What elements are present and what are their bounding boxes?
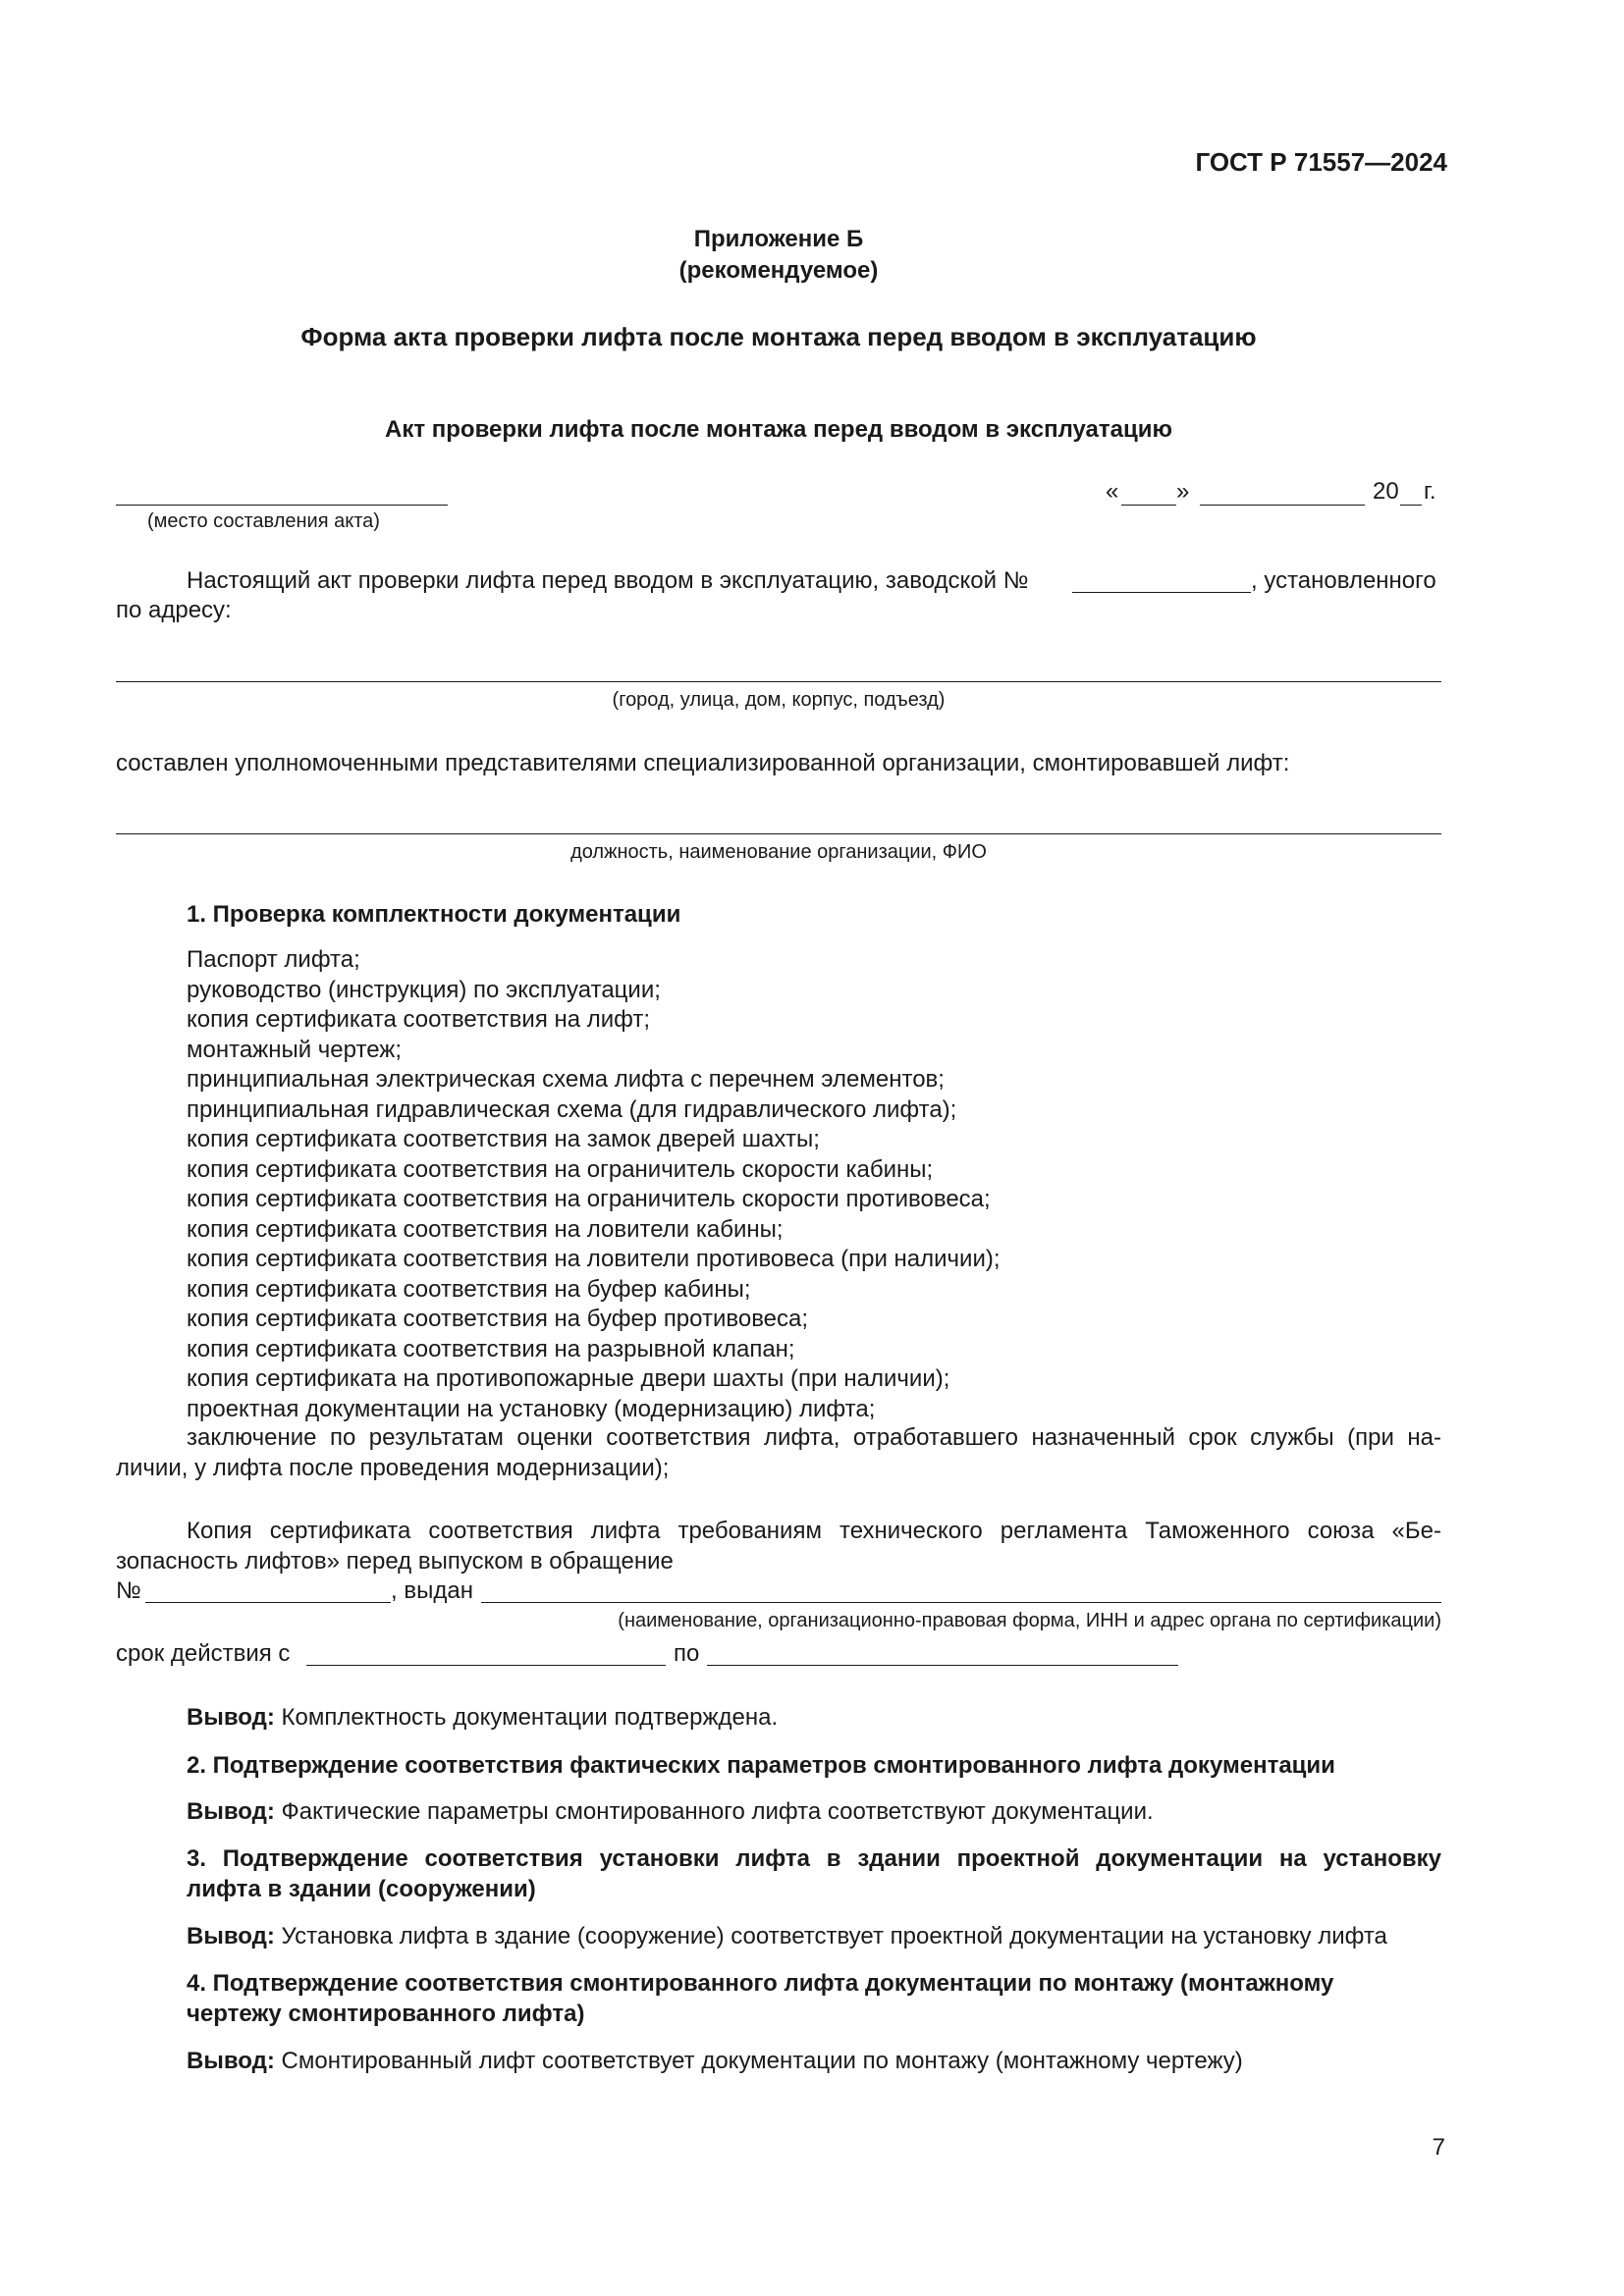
date-day-line [1121, 505, 1176, 506]
list-item: проектная документации на установку (модернизацию) лифта; [187, 1395, 876, 1422]
list-item: копия сертификата соответствия на ловители противовеса (при наличии); [187, 1246, 1001, 1272]
list-item: копия сертификата на противопожарные двери шахты (при наличии); [187, 1365, 950, 1392]
date-close-quote: » [1176, 478, 1190, 505]
certificate-number-line [145, 1602, 391, 1603]
list-item: копия сертификата соответствия на буфер противовеса; [187, 1306, 809, 1332]
list-item: копия сертификата соответствия на буфер кабины; [187, 1275, 751, 1303]
section3-heading-line2: лифта в здании (сооружении) [187, 1876, 536, 1902]
composed-by: составлен уполномоченными представителями специализированной организации, смонтировавшей лифт: [116, 750, 1290, 776]
list-item: принципиальная гидравлическая схема (для гидравлического лифта); [187, 1095, 957, 1123]
act-title: Акт проверки лифта после монтажа перед вводом в эксплуатацию [385, 416, 1172, 443]
result-text: Комплектность документации подтверждена. [274, 1704, 779, 1731]
result-label: Вывод: [187, 1798, 275, 1825]
address-line [116, 681, 1441, 682]
section1-heading: 1. Проверка комплектности документации [187, 901, 681, 928]
conclusion-line2: личии, у лифта после проведения модернизации); [116, 1455, 670, 1481]
list-item: Паспорт лифта; [187, 946, 360, 973]
form-title: Форма акта проверки лифта после монтажа перед вводом в эксплуатацию [300, 322, 1257, 351]
validity-from-label: срок действия с [116, 1640, 291, 1667]
date-open-quote: « [1106, 478, 1119, 505]
serial-number-line [1072, 592, 1251, 593]
number-label: № [116, 1577, 141, 1604]
date-year-prefix: 20 [1373, 478, 1399, 505]
date-month-line [1200, 505, 1365, 506]
list-item: копия сертификата соответствия на ограничитель скорости противовеса; [187, 1186, 991, 1212]
list-item: копия сертификата соответствия на ловители кабины; [187, 1215, 784, 1243]
validity-from-line [306, 1665, 666, 1666]
conclusion-line1: заключение по результатам оценки соответствия лифта, отработавшего назначенный срок службы (при на- [187, 1424, 1441, 1451]
copy-line1: Копия сертификата соответствия лифта требованиям технического регламента Таможенного союза «Бе- [187, 1518, 1441, 1544]
intro-line1-end: , установленного [1251, 567, 1436, 594]
section4-heading-line2: чертежу смонтированного лифта) [187, 2001, 585, 2027]
address-caption: (город, улица, дом, корпус, подъезд) [612, 689, 946, 711]
issuer-line [481, 1602, 1441, 1603]
list-item: принципиальная электрическая схема лифта с перечнем элементов; [187, 1066, 945, 1093]
annex-subtitle: (рекомендуемое) [678, 257, 879, 284]
result-text: Фактические параметры смонтированного лифта соответствуют документации. [274, 1798, 1154, 1825]
list-item: копия сертификата соответствия на лифт; [187, 1006, 651, 1033]
issuer-caption: (наименование, организационно-правовая форма, ИНН и адрес органа по сертификации) [618, 1610, 1441, 1631]
validity-to-label: по [674, 1640, 700, 1667]
representatives-line [116, 833, 1441, 834]
list-item: руководство (инструкция) по эксплуатации; [187, 976, 661, 1003]
list-item: копия сертификата соответствия на разрывной клапан; [187, 1335, 795, 1362]
document-checklist [187, 945, 1001, 1424]
date-year-suffix: г. [1424, 478, 1436, 505]
result-label: Вывод: [187, 1704, 275, 1731]
intro-line2: по адресу: [116, 597, 232, 623]
section3-heading-line1: 3. Подтверждение соответствия установки лифта в здании проектной документации на установку [187, 1845, 1441, 1872]
place-line [116, 505, 448, 506]
document-code: ГОСТ Р 71557—2024 [1195, 147, 1447, 177]
list-item: копия сертификата соответствия на ограничитель скорости кабины; [187, 1155, 934, 1183]
section3-result [187, 1922, 1387, 1951]
section4-heading-line1: 4. Подтверждение соответствия смонтированного лифта документации по монтажу (монтажному [187, 1970, 1334, 1997]
section4-result [187, 2047, 1243, 2076]
copy-line2: зопасность лифтов» перед выпуском в обращение [116, 1548, 674, 1575]
result-label: Вывод: [187, 1923, 275, 1949]
section2-result [187, 1797, 1154, 1827]
section1-result [187, 1703, 778, 1733]
result-text: Смонтированный лифт соответствует документации по монтажу (монтажному чертежу) [274, 2048, 1243, 2074]
section2-heading: 2. Подтверждение соответствия фактических параметров смонтированного лифта документации [187, 1752, 1335, 1779]
intro-line1-start: Настоящий акт проверки лифта перед вводом в эксплуатацию, заводской № [187, 567, 1029, 594]
list-item: копия сертификата соответствия на замок дверей шахты; [187, 1126, 820, 1152]
place-caption: (место составления акта) [147, 510, 380, 532]
result-text: Установка лифта в здание (сооружение) соответствует проектной документации на установку лифта [274, 1923, 1387, 1949]
page-number: 7 [1432, 2134, 1445, 2161]
date-year-line [1400, 505, 1422, 506]
list-item: монтажный чертеж; [187, 1036, 402, 1063]
issued-label: , выдан [391, 1577, 473, 1604]
validity-to-line [707, 1665, 1178, 1666]
annex-title: Приложение Б [693, 226, 864, 252]
result-label: Вывод: [187, 2048, 275, 2074]
representatives-caption: должность, наименование организации, ФИО [570, 841, 987, 863]
